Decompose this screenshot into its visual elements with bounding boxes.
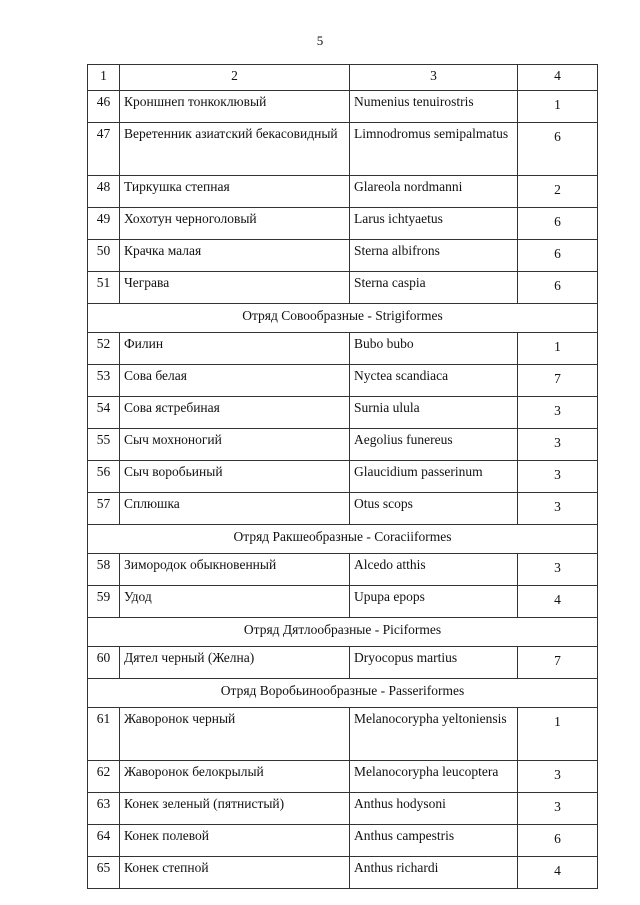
- latin-name: Otus scops: [350, 493, 518, 525]
- latin-name: Limnodromus semipalmatus: [350, 123, 518, 176]
- table-row: [88, 123, 598, 176]
- category: 1: [518, 708, 598, 761]
- table-row: [88, 176, 598, 208]
- latin-name: Sterna albifrons: [350, 240, 518, 272]
- russian-name: Удод: [120, 586, 350, 618]
- russian-name: Чеграва: [120, 272, 350, 304]
- russian-name: Жаворонок белокрылый: [120, 761, 350, 793]
- table-row: [88, 461, 598, 493]
- category: 1: [518, 333, 598, 365]
- table-row: [88, 554, 598, 586]
- row-number: 54: [88, 397, 120, 429]
- russian-name: Зимородок обыкновенный: [120, 554, 350, 586]
- latin-name: Anthus richardi: [350, 857, 518, 889]
- table-row: [88, 793, 598, 825]
- section-title: Отряд Совообразные - Strigiformes: [88, 304, 598, 333]
- category: 2: [518, 176, 598, 208]
- latin-name: Aegolius funereus: [350, 429, 518, 461]
- species-table-body: [88, 65, 598, 889]
- section-title: Отряд Дятлообразные - Piciformes: [88, 618, 598, 647]
- table-row: [88, 240, 598, 272]
- category: 3: [518, 554, 598, 586]
- category: 6: [518, 123, 598, 176]
- section-row: [88, 679, 598, 708]
- page-number: 5: [316, 33, 324, 48]
- table-row: [88, 586, 598, 618]
- russian-name: Сыч воробьиный: [120, 461, 350, 493]
- russian-name: Кроншнеп тонкоклювый: [120, 91, 350, 123]
- row-number: 56: [88, 461, 120, 493]
- row-number: 55: [88, 429, 120, 461]
- section-row: [88, 525, 598, 554]
- category: 3: [518, 761, 598, 793]
- table-row: [88, 429, 598, 461]
- latin-name: Melanocorypha yeltoniensis: [350, 708, 518, 761]
- row-number: 47: [88, 123, 120, 176]
- russian-name: Филин: [120, 333, 350, 365]
- russian-name: Крачка малая: [120, 240, 350, 272]
- table-row: [88, 272, 598, 304]
- table-header-row: [88, 65, 598, 91]
- table-row: [88, 857, 598, 889]
- column-header-russian-name: 2: [120, 65, 350, 91]
- latin-name: Glareola nordmanni: [350, 176, 518, 208]
- latin-name: Anthus campestris: [350, 825, 518, 857]
- row-number: 57: [88, 493, 120, 525]
- category: 3: [518, 429, 598, 461]
- table-row: [88, 493, 598, 525]
- category: 3: [518, 493, 598, 525]
- latin-name: Upupa epops: [350, 586, 518, 618]
- category: 4: [518, 586, 598, 618]
- section-title: Отряд Ракшеобразные - Coraciiformes: [88, 525, 598, 554]
- russian-name: Сыч мохноногий: [120, 429, 350, 461]
- russian-name: Жаворонок черный: [120, 708, 350, 761]
- latin-name: Larus ichtyaetus: [350, 208, 518, 240]
- latin-name: Bubo bubo: [350, 333, 518, 365]
- table-row: [88, 708, 598, 761]
- row-number: 58: [88, 554, 120, 586]
- russian-name: Сова белая: [120, 365, 350, 397]
- category: 3: [518, 793, 598, 825]
- row-number: 51: [88, 272, 120, 304]
- latin-name: Surnia ulula: [350, 397, 518, 429]
- latin-name: Numenius tenuirostris: [350, 91, 518, 123]
- row-number: 62: [88, 761, 120, 793]
- section-title: Отряд Воробьинообразные - Passeriformes: [88, 679, 598, 708]
- category: 6: [518, 208, 598, 240]
- species-table: [87, 64, 598, 889]
- latin-name: Alcedo atthis: [350, 554, 518, 586]
- category: 4: [518, 857, 598, 889]
- russian-name: Конек зеленый (пятнистый): [120, 793, 350, 825]
- row-number: 61: [88, 708, 120, 761]
- table-row: [88, 647, 598, 679]
- category: 6: [518, 272, 598, 304]
- section-row: [88, 618, 598, 647]
- latin-name: Anthus hodysoni: [350, 793, 518, 825]
- category: 1: [518, 91, 598, 123]
- column-header-latin-name: 3: [350, 65, 518, 91]
- row-number: 46: [88, 91, 120, 123]
- russian-name: Веретенник азиатский бекасовидный: [120, 123, 350, 176]
- table-row: [88, 208, 598, 240]
- table-row: [88, 761, 598, 793]
- row-number: 59: [88, 586, 120, 618]
- category: 3: [518, 461, 598, 493]
- russian-name: Сова ястребиная: [120, 397, 350, 429]
- row-number: 63: [88, 793, 120, 825]
- russian-name: Конек полевой: [120, 825, 350, 857]
- row-number: 48: [88, 176, 120, 208]
- row-number: 64: [88, 825, 120, 857]
- latin-name: Dryocopus martius: [350, 647, 518, 679]
- row-number: 65: [88, 857, 120, 889]
- latin-name: Melanocorypha leucoptera: [350, 761, 518, 793]
- table-row: [88, 825, 598, 857]
- table-row: [88, 365, 598, 397]
- table-row: [88, 333, 598, 365]
- column-header-number: 1: [88, 65, 120, 91]
- table-row: [88, 91, 598, 123]
- russian-name: Дятел черный (Желна): [120, 647, 350, 679]
- category: 6: [518, 825, 598, 857]
- row-number: 50: [88, 240, 120, 272]
- russian-name: Конек степной: [120, 857, 350, 889]
- category: 7: [518, 647, 598, 679]
- row-number: 53: [88, 365, 120, 397]
- latin-name: Nyctea scandiaca: [350, 365, 518, 397]
- table-row: [88, 397, 598, 429]
- category: 6: [518, 240, 598, 272]
- category: 7: [518, 365, 598, 397]
- russian-name: Тиркушка степная: [120, 176, 350, 208]
- row-number: 60: [88, 647, 120, 679]
- section-row: [88, 304, 598, 333]
- category: 3: [518, 397, 598, 429]
- row-number: 52: [88, 333, 120, 365]
- column-header-category: 4: [518, 65, 598, 91]
- russian-name: Хохотун черноголовый: [120, 208, 350, 240]
- russian-name: Сплюшка: [120, 493, 350, 525]
- latin-name: Glaucidium passerinum: [350, 461, 518, 493]
- row-number: 49: [88, 208, 120, 240]
- latin-name: Sterna caspia: [350, 272, 518, 304]
